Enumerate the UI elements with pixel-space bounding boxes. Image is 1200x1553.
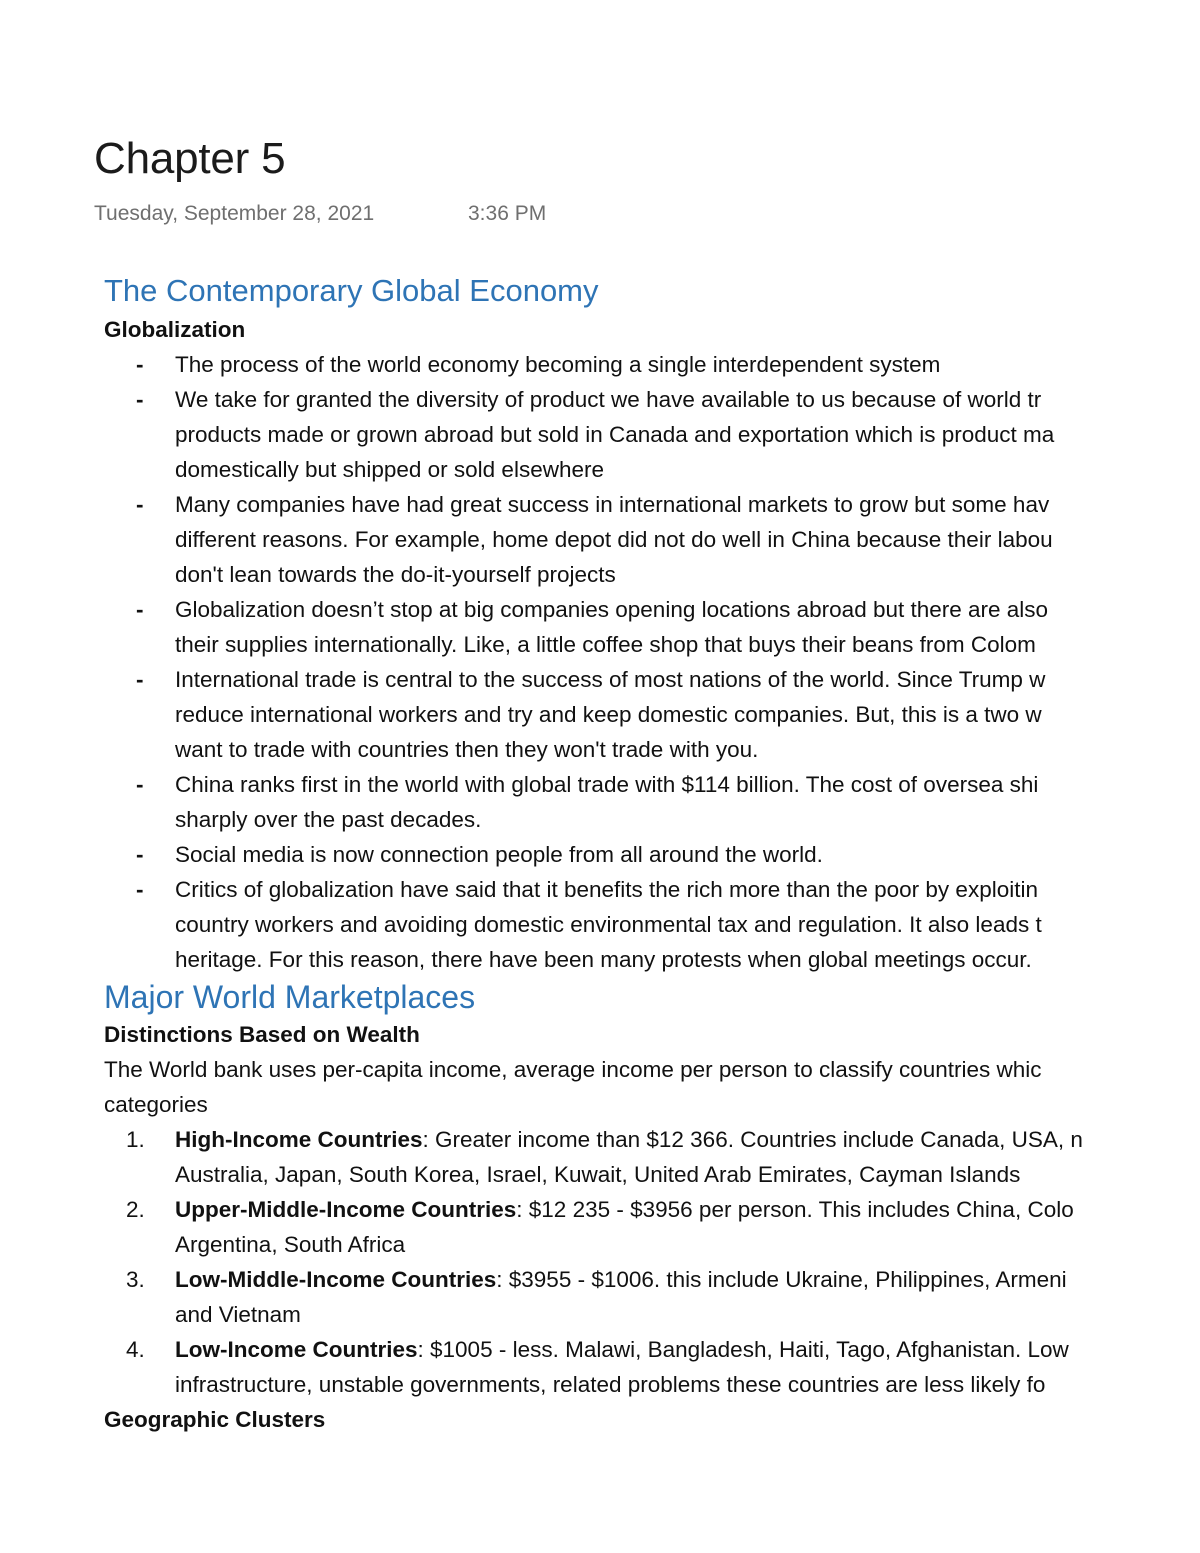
list-item-text: Critics of globalization have said that it benefits the rich more than the poor by exploitin bbox=[175, 877, 1038, 902]
section-heading-global-economy: The Contemporary Global Economy bbox=[104, 273, 599, 308]
dash-bullet: - bbox=[136, 492, 144, 517]
list-item-text: country workers and avoiding domestic environmental tax and regulation. It also leads t bbox=[175, 912, 1042, 937]
list-item bbox=[104, 1332, 1200, 1402]
income-term: Low-Income Countries bbox=[175, 1337, 418, 1362]
income-description: : $3955 - $1006. this include Ukraine, Philippines, Armeni bbox=[496, 1267, 1067, 1292]
list-item-text: Globalization doesn’t stop at big companies opening locations abroad but there are also bbox=[175, 597, 1049, 622]
section-heading-world-marketplaces: Major World Marketplaces bbox=[104, 979, 476, 1015]
globalization-bullet-list bbox=[104, 347, 1200, 977]
list-item-text: Australia, Japan, South Korea, Israel, Kuwait, United Arab Emirates, Cayman Islands bbox=[175, 1162, 1021, 1187]
income-category-list bbox=[104, 1122, 1200, 1402]
dash-bullet: - bbox=[136, 842, 144, 867]
list-item bbox=[104, 767, 1200, 837]
list-item bbox=[104, 382, 1200, 487]
page-time: 3:36 PM bbox=[468, 202, 547, 225]
list-item bbox=[104, 1192, 1200, 1262]
list-item-text: sharply over the past decades. bbox=[175, 807, 482, 832]
income-description: : $1005 - less. Malawi, Bangladesh, Haiti, Tago, Afghanistan. Low bbox=[417, 1337, 1069, 1362]
list-item bbox=[104, 347, 1200, 382]
list-item-text: products made or grown abroad but sold in Canada and exportation which is product ma bbox=[175, 422, 1055, 447]
list-item-text bbox=[175, 1192, 1200, 1227]
list-item-text bbox=[175, 1332, 1200, 1367]
list-item-text: International trade is central to the success of most nations of the world. Since Trump w bbox=[175, 667, 1046, 692]
income-description: : Greater income than $12 366. Countries include Canada, USA, n bbox=[422, 1127, 1083, 1152]
list-item-text: and Vietnam bbox=[175, 1302, 301, 1327]
paragraph-line: categories bbox=[104, 1092, 208, 1117]
income-term: Low-Middle-Income Countries bbox=[175, 1267, 497, 1292]
page-title: Chapter 5 bbox=[94, 134, 286, 183]
list-number: 2. bbox=[126, 1197, 145, 1222]
income-description: : $12 235 - $3956 per person. This includes China, Colo bbox=[516, 1197, 1074, 1222]
subheading-wealth: Distinctions Based on Wealth bbox=[104, 1022, 420, 1047]
dash-bullet: - bbox=[136, 667, 144, 692]
list-item bbox=[104, 662, 1200, 767]
list-item-text: their supplies internationally. Like, a little coffee shop that buys their beans from Colom bbox=[175, 632, 1036, 657]
income-term: Upper-Middle-Income Countries bbox=[175, 1197, 517, 1222]
list-item-text bbox=[175, 1262, 1200, 1297]
dash-bullet: - bbox=[136, 877, 144, 902]
list-item-text bbox=[175, 1122, 1200, 1157]
list-item-text: China ranks first in the world with global trade with $114 billion. The cost of oversea shi bbox=[175, 772, 1039, 797]
list-item bbox=[104, 1262, 1200, 1332]
dash-bullet: - bbox=[136, 352, 144, 377]
list-item bbox=[104, 1122, 1200, 1192]
list-item bbox=[104, 872, 1200, 977]
list-number: 1. bbox=[126, 1127, 145, 1152]
list-item bbox=[104, 487, 1200, 592]
list-item-text: want to trade with countries then they won't trade with you. bbox=[175, 737, 759, 762]
list-item-text: We take for granted the diversity of product we have available to us because of world tr bbox=[175, 387, 1042, 412]
list-item-text: domestically but shipped or sold elsewhere bbox=[175, 457, 604, 482]
list-number: 3. bbox=[126, 1267, 145, 1292]
dash-bullet: - bbox=[136, 387, 144, 412]
list-item-text: Many companies have had great success in international markets to grow but some hav bbox=[175, 492, 1050, 517]
list-item-text: different reasons. For example, home depot did not do well in China because their labou bbox=[175, 527, 1053, 552]
list-number: 4. bbox=[126, 1337, 145, 1362]
dash-bullet: - bbox=[136, 772, 144, 797]
list-item-text: heritage. For this reason, there have been many protests when global meetings occur. bbox=[175, 947, 1032, 972]
list-item-text: Social media is now connection people from all around the world. bbox=[175, 842, 823, 867]
income-term: High-Income Countries bbox=[175, 1127, 423, 1152]
list-item bbox=[104, 837, 1200, 872]
subheading-geographic-clusters: Geographic Clusters bbox=[104, 1407, 326, 1432]
dash-bullet: - bbox=[136, 597, 144, 622]
list-item-text: reduce international workers and try and keep domestic companies. But, this is a two w bbox=[175, 702, 1042, 727]
paragraph-line: The World bank uses per-capita income, average income per person to classify countries whic bbox=[104, 1057, 1042, 1082]
list-item-text: don't lean towards the do-it-yourself projects bbox=[175, 562, 616, 587]
list-item-text: Argentina, South Africa bbox=[175, 1232, 406, 1257]
page-date: Tuesday, September 28, 2021 bbox=[94, 202, 375, 225]
list-item-text: infrastructure, unstable governments, related problems these countries are less likely fo bbox=[175, 1372, 1046, 1397]
list-item bbox=[104, 592, 1200, 662]
list-item-text: The process of the world economy becoming a single interdependent system bbox=[175, 352, 941, 377]
note-body bbox=[104, 270, 1200, 1437]
subheading-globalization: Globalization bbox=[104, 317, 246, 342]
